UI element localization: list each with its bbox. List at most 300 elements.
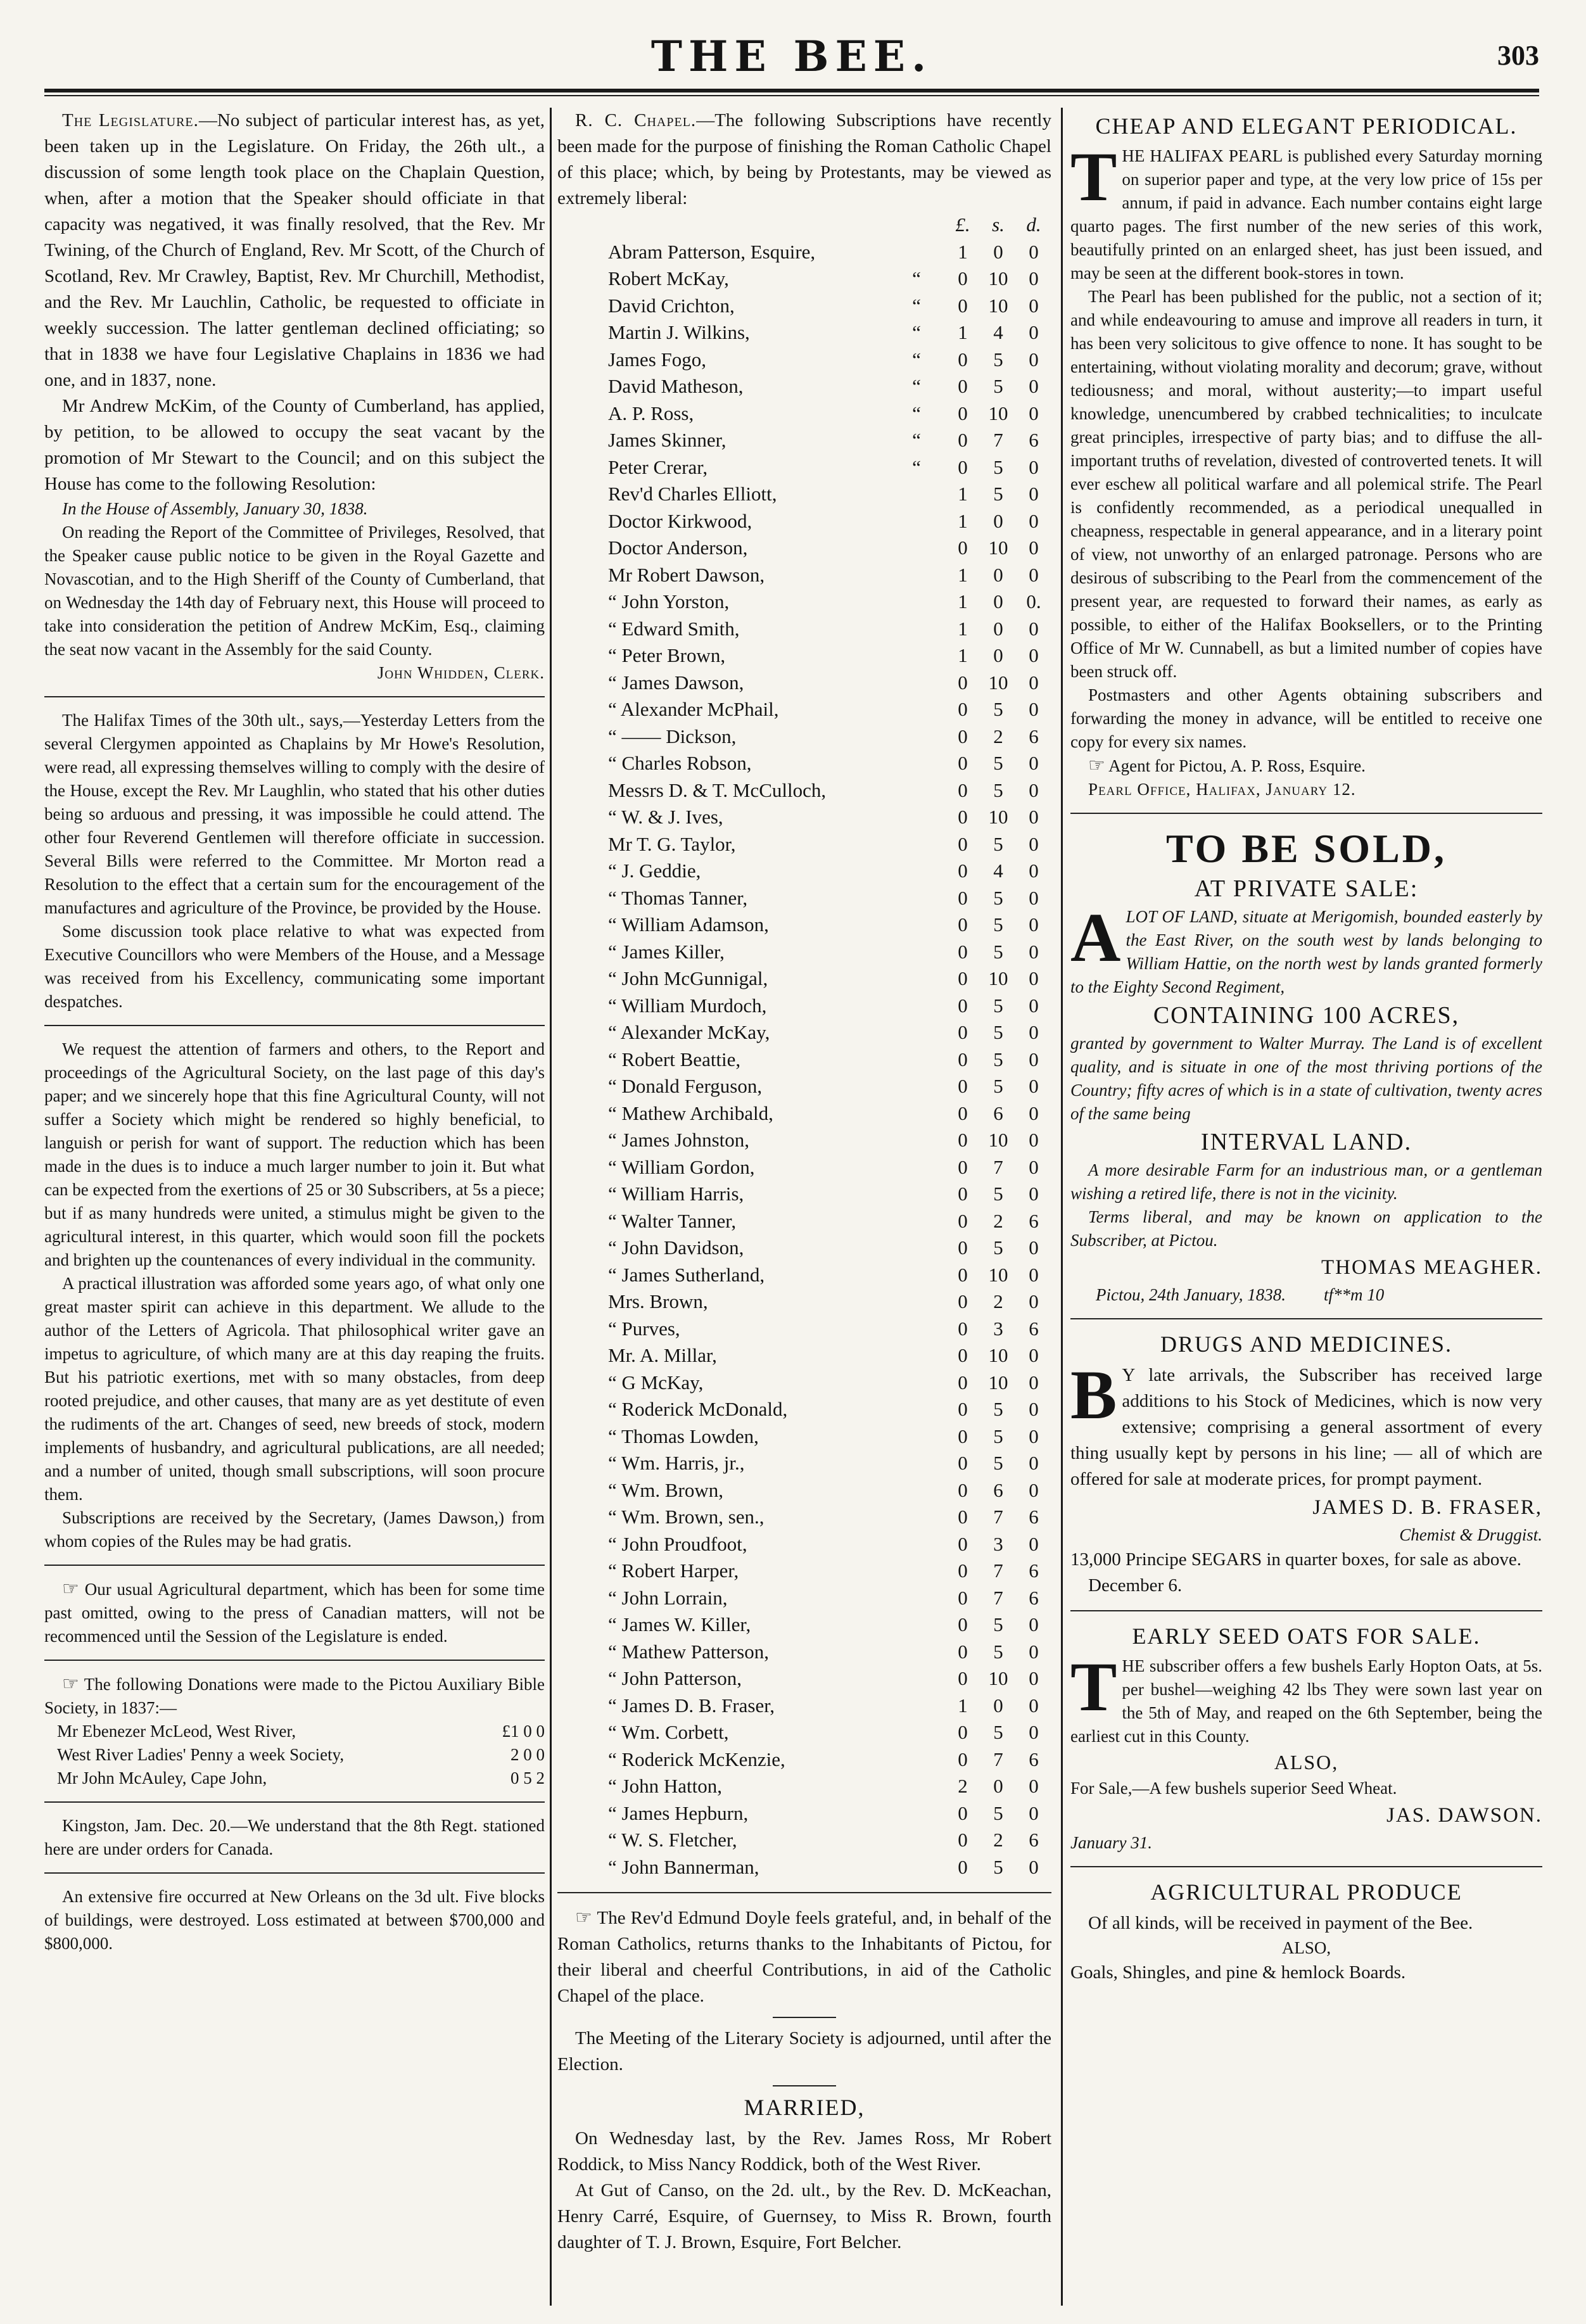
subscription-row: [557, 1181, 1051, 1208]
legislature-p1: —No subject of particular interest has, as yet, been taken up in the Legislature. On Friday, the 26th ult., a discussion of some length took place on the Chaplain Question, when, after a motion that the Speaker should officiate in that capacity was negatived, it was finally resolved, that the Rev. Mr Twining, of the Church of England, Rev. Mr Scott, of the Church of Scotland, Rev. Mr Crawley, Baptist, Rev. Mr Churchill, Methodist, and the Rev. Mr Lauchlin, Catholic, be requested to officiate in weekly succession. The latter gentleman declined officiating; so that in 1838 we have four Legislative Chaplains in 1836 we had one, and in 1837, none.: [44, 110, 545, 390]
pence-value: 0: [1029, 644, 1039, 666]
subscriber-name: “ Roderick McDonald,: [608, 1398, 788, 1420]
subscription-row: [557, 1154, 1051, 1181]
subscription-row: [557, 1262, 1051, 1289]
subscription-row: [557, 1423, 1051, 1451]
pence-value: 6: [1029, 1829, 1039, 1851]
pence-value: 6: [1029, 725, 1039, 747]
drugs-signature: JAMES D. B. FRASER,: [1312, 1496, 1542, 1519]
drugs-p1-text: Y late arrivals, the Subscriber has received large additions to his Stock of Medicines, which is now very extensive; comprising a general assortment of every thing usually kept by persons in his line; — all of which are offered for sale at moderate prices, for prompt payment.: [1070, 1365, 1542, 1489]
pounds-value: 0: [958, 778, 968, 801]
drugs-title: Chemist & Druggist.: [1399, 1525, 1542, 1544]
pounds-value: 0: [958, 1209, 968, 1232]
subscriber-name: “ John McGunnigal,: [608, 967, 768, 989]
shillings-value: 10: [988, 294, 1008, 317]
private-sale-subheading: AT PRIVATE SALE:: [1194, 875, 1419, 902]
masthead: THE BEE.: [650, 32, 933, 81]
subscriber-name: Doctor Anderson,: [608, 537, 748, 559]
pence-value: 0: [1029, 402, 1039, 424]
shillings-value: 5: [993, 994, 1003, 1017]
pounds-value: 0: [958, 1829, 968, 1851]
pounds-value: 0: [958, 1506, 968, 1528]
subscriber-name: “ James D. B. Fraser,: [608, 1694, 775, 1717]
shillings-value: 5: [993, 348, 1003, 371]
pounds-value: 0: [958, 1586, 968, 1609]
pounds-value: 0: [958, 832, 968, 855]
shillings-header: s.: [992, 213, 1005, 236]
pointing-hand-icon: ☞: [1088, 755, 1105, 776]
shillings-value: 5: [993, 778, 1003, 801]
header-rule-thin: [44, 95, 1539, 96]
subscription-row: [557, 1316, 1051, 1343]
subscription-row: [557, 481, 1051, 508]
pence-value: 0: [1029, 752, 1039, 774]
subscription-row: [557, 1504, 1051, 1531]
pence-value: 0: [1029, 1155, 1039, 1178]
subscription-row: [557, 1477, 1051, 1504]
subscriber-name: “ James Johnston,: [608, 1129, 750, 1151]
ditto-mark: [888, 1019, 945, 1046]
divider: [773, 2085, 836, 2086]
drugs-p2: 13,000 Principe SEGARS in quarter boxes, for sale as above.: [1070, 1549, 1521, 1570]
subscriber-name: A. P. Ross,: [608, 402, 694, 424]
subscriber-name: “ James W. Killer,: [608, 1613, 751, 1635]
divider: [1070, 813, 1542, 814]
shillings-value: 5: [993, 1398, 1003, 1420]
shillings-value: 4: [993, 860, 1003, 882]
pointing-hand-icon: ☞: [62, 1578, 79, 1599]
shillings-value: 5: [993, 1048, 1003, 1070]
column-3: [1070, 108, 1542, 2306]
pounds-value: 0: [958, 1155, 968, 1178]
drugs-date: December 6.: [1088, 1575, 1183, 1596]
subscription-row: [557, 642, 1051, 670]
rc-chapel-lead: R. C. Chapel.: [575, 110, 697, 130]
pence-value: 0: [1029, 537, 1039, 559]
shillings-value: 10: [988, 671, 1008, 694]
shillings-value: 2: [993, 1290, 1003, 1312]
legislature-signature: John Whidden, Clerk.: [377, 663, 545, 682]
subscriptions-list: [557, 239, 1051, 1881]
pence-value: 0: [1029, 1075, 1039, 1097]
pence-value: 0: [1029, 1425, 1039, 1447]
shillings-value: 3: [993, 1317, 1003, 1340]
subscriber-name: “ Edward Smith,: [608, 617, 740, 640]
shillings-value: 7: [993, 1748, 1003, 1770]
pence-value: 0: [1029, 321, 1039, 343]
subscriber-name: “ John Lorrain,: [608, 1586, 728, 1609]
subscriber-name: Mr. A. Millar,: [608, 1344, 717, 1366]
pounds-value: 0: [958, 1478, 968, 1501]
shillings-value: 5: [993, 1613, 1003, 1635]
oats-p2: For Sale,—A few bushels superior Seed Wheat.: [1070, 1779, 1397, 1798]
divider: [44, 1801, 545, 1803]
shillings-value: 0: [993, 590, 1003, 613]
sold-p1: [1070, 899, 1542, 999]
pence-value: 6: [1029, 1586, 1039, 1609]
ditto-mark: [888, 1423, 945, 1451]
shillings-value: 0: [993, 644, 1003, 666]
ditto-mark: [888, 588, 945, 616]
ditto-mark: [888, 1477, 945, 1504]
subscriber-name: “ John Bannerman,: [608, 1855, 759, 1878]
produce-also: ALSO,: [1281, 1938, 1331, 1957]
pounds-value: 0: [958, 967, 968, 989]
oats-date: January 31.: [1070, 1833, 1152, 1852]
sold-p4: Terms liberal, and may be known on application to the Subscriber, at Pictou.: [1070, 1207, 1542, 1250]
shillings-value: 10: [988, 806, 1008, 828]
subscriber-name: “ J. Geddie,: [608, 860, 701, 882]
pence-value: 0: [1029, 886, 1039, 909]
pounds-value: 0: [958, 1425, 968, 1447]
subscriber-name: “ James Sutherland,: [608, 1263, 765, 1286]
oats-signature: JAS. DAWSON.: [1386, 1804, 1542, 1827]
shillings-value: 5: [993, 1075, 1003, 1097]
ditto-mark: [888, 1800, 945, 1827]
pounds-value: 0: [958, 429, 968, 451]
ditto-mark: [888, 1773, 945, 1800]
ditto-mark: [888, 1181, 945, 1208]
donations-intro: [44, 1672, 545, 1720]
pounds-value: 0: [958, 1317, 968, 1340]
pence-value: 0: [1029, 778, 1039, 801]
subscriber-name: “ Wm. Brown, sen.,: [608, 1506, 764, 1528]
agriculture-p3: Subscriptions are received by the Secretary, (James Dawson,) from whom copies of the Rules may be had gratis.: [44, 1508, 545, 1551]
legislature-p2: Mr Andrew McKim, of the County of Cumberland, has applied, by petition, to be allowed to occupy the seat vacant by the promotion of Mr Stewart to the Council; and on this subject the House has come to the following Resolution:: [44, 396, 545, 494]
ditto-mark: [888, 481, 945, 508]
pounds-value: 0: [958, 1021, 968, 1043]
pounds-value: 0: [958, 1344, 968, 1366]
subscription-row: [557, 1369, 1051, 1397]
ditto-mark: [888, 939, 945, 966]
subscription-row: [557, 293, 1051, 320]
subscriber-name: “ Mathew Patterson,: [608, 1640, 769, 1663]
pence-value: 0: [1029, 1290, 1039, 1312]
divider: [1070, 1610, 1542, 1611]
rc-chapel-article: [557, 108, 1051, 212]
ditto-mark: [888, 993, 945, 1020]
subscriber-name: “ William Gordon,: [608, 1155, 755, 1178]
subscription-row: [557, 1342, 1051, 1369]
shillings-value: 5: [993, 375, 1003, 397]
pounds-value: 0: [958, 1452, 968, 1474]
sold-dateline: [1070, 1283, 1542, 1307]
pearl-p2: The Pearl has been published for the public, not a section of it; and while endeavouring to amuse and improve all readers in turn, it has been very solicitous to give offence to none. It has sought to be entertaining, without violating morality and decorum; grave, without tediousness; and moral, without austerity;—to impart useful knowledge, unencumbered by crabbed technicalities; to inculcate great principles, irrespective of party bias; and to diffuse the all-important truths of revelation, divested of controverted tenets. It will ever eschew all political warfare and all polemical strife. The Pearl is confidently recommended, as a periodical unequalled in cheapness, respectable in general appearance, and in a literary point of view, not unworthy of an enlarged patronage. Persons who are desirous of subscribing to the Pearl from the commencement of the present year, are requested to forward their names, as early as possible, to either of the Halifax Booksellers, or to the Printing Office of Mr W. Cunnabell, as but a limited number of copies have been struck off.: [1070, 287, 1542, 681]
ditto-mark: [888, 239, 945, 266]
ditto-mark: [888, 1316, 945, 1343]
subscriber-name: “ John Proudfoot,: [608, 1532, 747, 1555]
shillings-value: 10: [988, 967, 1008, 989]
halifax-times: The Halifax Times of the 30th ult., says,—Yesterday Letters from the several Clergymen appointed as Chaplains by Mr Howe's Resolution, were read, all expressing themselves willing to comply with the desire of the House, except the Rev. Mr Laughlin, who stated that his other duties being so arduous and pressing, it was impossible he could attend. The other four Reverend Gentlemen will therefore officiate in succession. Several Bills were referred to the Committee. Mr Morton read a Resolution to the effect that a certain sum for the encouragement of the manufactures and agriculture of the Province, be provided by the House.: [44, 711, 545, 917]
subscription-row: [557, 1854, 1051, 1881]
pearl-heading: CHEAP AND ELEGANT PERIODICAL.: [1095, 113, 1518, 139]
ditto-mark: [888, 562, 945, 589]
pounds-value: 0: [958, 994, 968, 1017]
divider: [44, 1872, 545, 1874]
pounds-value: 0: [958, 1398, 968, 1420]
subscriber-name: Messrs D. & T. McCulloch,: [608, 778, 827, 801]
subscriber-name: “ Alexander McPhail,: [608, 698, 779, 720]
drop-cap: T: [1070, 1648, 1117, 1725]
pence-value: 0: [1029, 240, 1039, 263]
married-heading: MARRIED,: [744, 2095, 865, 2120]
pounds-value: 0: [958, 1667, 968, 1689]
sold-p1-text: LOT OF LAND, situate at Merigomish, bounded easterly by the East River, on the south west by lands belonging to William Hattie, on the north west by lands granted formerly to the Eighty Second Regiment,: [1070, 907, 1542, 996]
pence-value: 0: [1029, 563, 1039, 586]
ditto-mark: [888, 831, 945, 858]
pounds-value: 0: [958, 1371, 968, 1394]
pence-value: 0: [1029, 509, 1039, 532]
pence-value: 0: [1029, 860, 1039, 882]
ditto-mark: [888, 535, 945, 562]
subscription-row: [557, 454, 1051, 481]
pounds-value: 0: [958, 1236, 968, 1259]
shillings-value: 7: [993, 1155, 1003, 1178]
pounds-value: 0: [958, 860, 968, 882]
subscription-row: [557, 562, 1051, 589]
divider: [44, 1025, 545, 1026]
sold-p2: granted by government to Walter Murray. The Land is of excellent quality, and is situate in one of the most thriving portions of the Country; fifty acres of which is in a state of cultivation, twenty acres of the same being: [1070, 1034, 1542, 1123]
ditto-mark: “: [912, 455, 921, 478]
subscription-row: [557, 1585, 1051, 1612]
divider: [773, 2017, 836, 2018]
subscriber-name: “ Thomas Tanner,: [608, 886, 748, 909]
pence-value: 0: [1029, 671, 1039, 694]
pence-value: 0: [1029, 913, 1039, 936]
shillings-value: 10: [988, 1129, 1008, 1151]
agri-department: [44, 1577, 545, 1648]
ditto-mark: [888, 1154, 945, 1181]
column-2: [557, 108, 1051, 2306]
shillings-value: 10: [988, 537, 1008, 559]
pence-value: 6: [1029, 1506, 1039, 1528]
ditto-mark: [888, 508, 945, 535]
subscription-row: [557, 1019, 1051, 1046]
subscription-row: [557, 1100, 1051, 1127]
shillings-value: 3: [993, 1532, 1003, 1555]
pence-value: 0: [1029, 1129, 1039, 1151]
divider: [44, 1660, 545, 1661]
subscriber-name: “ James Dawson,: [608, 671, 744, 694]
subscriber-name: “ James Hepburn,: [608, 1801, 749, 1824]
produce-heading: AGRICULTURAL PRODUCE: [1150, 1879, 1462, 1905]
ditto-mark: [888, 1100, 945, 1127]
pounds-value: 1: [958, 509, 968, 532]
ditto-mark: “: [912, 375, 921, 397]
ditto-mark: [888, 1611, 945, 1639]
ditto-mark: [888, 1073, 945, 1100]
subscriber-name: “ Robert Harper,: [608, 1559, 739, 1582]
subscription-row: [557, 993, 1051, 1020]
subscription-row: [557, 319, 1051, 346]
ditto-mark: [888, 965, 945, 993]
pence-value: 0: [1029, 994, 1039, 1017]
pence-value: 0: [1029, 832, 1039, 855]
shillings-value: 7: [993, 1506, 1003, 1528]
ditto-mark: [888, 1127, 945, 1154]
subscription-row: [557, 1746, 1051, 1774]
oats-also: ALSO,: [1274, 1751, 1339, 1774]
shillings-value: 5: [993, 455, 1003, 478]
shillings-value: 5: [993, 1236, 1003, 1259]
pence-value: 0: [1029, 1667, 1039, 1689]
to-be-sold-heading: TO BE SOLD,: [1166, 826, 1447, 871]
subscription-row: [557, 1073, 1051, 1100]
pearl-p1-text: HE HALIFAX PEARL is published every Saturday morning on superior paper and type, at the very low price of 15s per annum, if paid in advance. Each number contains eight large quarto pages. The first number of the new series of this work, beautifully printed on an enlarged sheet, has just been issued, and may be seen at the different book-stores in town.: [1070, 146, 1542, 283]
pounds-value: 0: [958, 752, 968, 774]
subscription-row: [557, 696, 1051, 723]
subscription-row: [557, 858, 1051, 885]
pence-value: 0: [1029, 1613, 1039, 1635]
shillings-value: 5: [993, 752, 1003, 774]
donation-row: [44, 1743, 545, 1767]
subscriber-name: “ Purves,: [608, 1317, 680, 1340]
subscription-row: [557, 1827, 1051, 1854]
ditto-mark: [888, 1585, 945, 1612]
ditto-mark: [888, 1639, 945, 1666]
pearl-office: Pearl Office, Halifax, January 12.: [1088, 780, 1356, 799]
pounds-value: 0: [958, 402, 968, 424]
pounds-value: 0: [958, 455, 968, 478]
pounds-header: £.: [955, 213, 970, 236]
pounds-value: 0: [958, 1129, 968, 1151]
interval-land: INTERVAL LAND.: [1200, 1129, 1412, 1155]
currency-header: [557, 212, 1051, 239]
subscriber-name: Mr T. G. Taylor,: [608, 832, 736, 855]
shillings-value: 5: [993, 698, 1003, 720]
pointing-hand-icon: ☞: [62, 1673, 79, 1694]
shillings-value: 4: [993, 321, 1003, 343]
donation-amount: 2 0 0: [511, 1745, 545, 1764]
subscriber-name: Abram Patterson, Esquire,: [608, 240, 816, 263]
subscription-row: [557, 508, 1051, 535]
pounds-value: 0: [958, 1613, 968, 1635]
sold-date: Pictou, 24th January, 1838.: [1096, 1285, 1286, 1304]
pounds-value: 0: [958, 1532, 968, 1555]
ditto-mark: [888, 1396, 945, 1423]
ditto-mark: [888, 1692, 945, 1720]
pence-value: 0: [1029, 1183, 1039, 1205]
pounds-value: 0: [958, 1102, 968, 1124]
subscription-row: [557, 239, 1051, 266]
pounds-value: 0: [958, 1559, 968, 1582]
shillings-value: 7: [993, 429, 1003, 451]
pence-value: 6: [1029, 1559, 1039, 1582]
ditto-mark: [888, 1531, 945, 1558]
ditto-mark: [888, 1046, 945, 1074]
pounds-value: 1: [958, 321, 968, 343]
ditto-mark: [888, 723, 945, 751]
subscriber-name: “ Mathew Archibald,: [608, 1102, 773, 1124]
sold-signature: THOMAS MEAGHER.: [1321, 1256, 1542, 1279]
kingston-news: Kingston, Jam. Dec. 20.—We understand that the 8th Regt. stationed here are under orders for Canada.: [44, 1816, 545, 1858]
subscriber-name: “ Wm. Corbett,: [608, 1721, 729, 1743]
shillings-value: 10: [988, 402, 1008, 424]
subscriber-name: Robert McKay,: [608, 267, 729, 289]
drugs-p1: [1070, 1356, 1542, 1492]
subscriber-name: Martin J. Wilkins,: [608, 321, 750, 343]
sold-code: tf**m 10: [1323, 1285, 1385, 1304]
shillings-value: 0: [993, 617, 1003, 640]
shillings-value: 5: [993, 1721, 1003, 1743]
subscription-row: [557, 1235, 1051, 1262]
subscription-row: [557, 965, 1051, 993]
pearl-agent: [1070, 754, 1542, 778]
pearl-p1: [1070, 138, 1542, 285]
pounds-value: 1: [958, 644, 968, 666]
pounds-value: 0: [958, 267, 968, 289]
pence-value: 0.: [1026, 590, 1041, 613]
pounds-value: 0: [958, 1855, 968, 1878]
subscriber-name: Mr Robert Dawson,: [608, 563, 765, 586]
rc-chapel-text: —The following Subscriptions have recently been made for the purpose of finishing the Roman Catholic Chapel of this place; which, by being by Protestants, may be viewed as extremely liberal:: [557, 110, 1051, 208]
subscription-row: [557, 1208, 1051, 1235]
ditto-mark: [888, 670, 945, 697]
drugs-heading: DRUGS AND MEDICINES.: [1160, 1331, 1453, 1357]
legislature-article: [44, 108, 545, 393]
shillings-value: 5: [993, 1183, 1003, 1205]
pence-value: 0: [1029, 294, 1039, 317]
drop-cap: B: [1070, 1356, 1117, 1433]
pence-value: 0: [1029, 1478, 1039, 1501]
subscriber-name: “ William Adamson,: [608, 913, 769, 936]
pounds-value: 0: [958, 671, 968, 694]
ditto-mark: “: [912, 348, 921, 371]
subscription-row: [557, 723, 1051, 751]
shillings-value: 5: [993, 1425, 1003, 1447]
legislature-lead: The Legislature.: [62, 110, 199, 130]
subscription-row: [557, 777, 1051, 804]
subscription-row: [557, 1450, 1051, 1477]
subscriber-name: Mrs. Brown,: [608, 1290, 708, 1312]
pounds-value: 0: [958, 537, 968, 559]
subscription-row: [557, 831, 1051, 858]
ditto-mark: [888, 1208, 945, 1235]
subscriber-name: “ William Harris,: [608, 1183, 744, 1205]
ditto-mark: [888, 1369, 945, 1397]
column-divider-2: [1061, 108, 1063, 2306]
shillings-value: 5: [993, 1452, 1003, 1474]
subscription-row: [557, 1665, 1051, 1692]
pence-value: 6: [1029, 1748, 1039, 1770]
pearl-p3: Postmasters and other Agents obtaining subscribers and forwarding the money in advance, will be entitled to receive one copy for every six names.: [1070, 685, 1542, 751]
pounds-value: 1: [958, 590, 968, 613]
divider: [44, 1565, 545, 1566]
subscription-row: [557, 427, 1051, 454]
pounds-value: 1: [958, 617, 968, 640]
header-rule: [44, 89, 1539, 92]
pounds-value: 0: [958, 940, 968, 963]
subscriber-name: “ John Hatton,: [608, 1775, 722, 1797]
oats-p1: [1070, 1648, 1542, 1748]
legislature-p3: On reading the Report of the Committee of Privileges, Resolved, that the Speaker cause public notice to be given in the Royal Gazette and Novascotian, and to the High Sheriff of the County of Cumberland, that on Wednesday the 14th day of February next, this House will proceed to take into consideration the petition of Andrew McKim, Esq., claiming the seat now vacant in the Assembly for the said County.: [44, 523, 545, 659]
pounds-value: 0: [958, 1290, 968, 1312]
pounds-value: 0: [958, 806, 968, 828]
subscriber-name: Rev'd Charles Elliott,: [608, 483, 777, 505]
column-divider-1: [550, 108, 552, 2306]
drop-cap: T: [1070, 138, 1117, 215]
pence-value: 6: [1029, 1209, 1039, 1232]
agriculture-p2: A practical illustration was afforded some years ago, of what only one great master spirit can achieve in this department. We allude to the author of the Letters of Agricola. That philosophical writer gave an impetus to agriculture, of which many are at this day reaping the fruits. But his patriotic exertions, met with so many obstacles, from deep rooted prejudice, and other causes, that many are as yet destitute of even the rudiments of the art. Changes of seed, new breeds of stock, modern implements of husbandry, and agricultural publications, are all needed; and a number of united, though small subscriptions, will soon procure them.: [44, 1274, 545, 1504]
shillings-value: 5: [993, 1801, 1003, 1824]
ditto-mark: [888, 1235, 945, 1262]
pence-value: 0: [1029, 1721, 1039, 1743]
shillings-value: 0: [993, 1694, 1003, 1717]
pence-value: 0: [1029, 1102, 1039, 1124]
shillings-value: 2: [993, 1829, 1003, 1851]
pence-header: d.: [1026, 213, 1041, 236]
subscription-row: [557, 1127, 1051, 1154]
